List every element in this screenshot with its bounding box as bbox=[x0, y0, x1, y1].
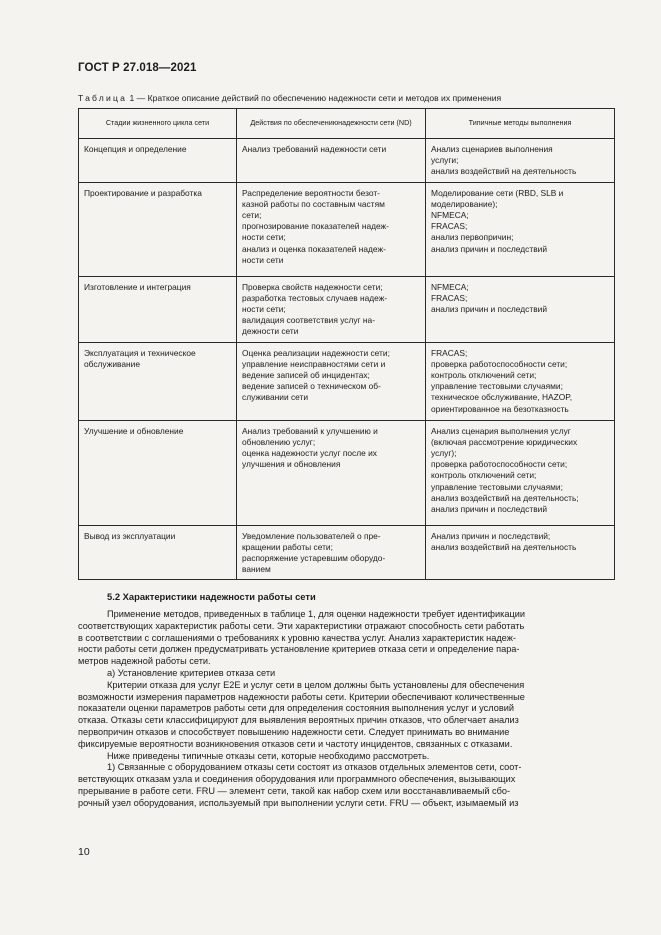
body-text-line: фиксируемые вероятности возникновения отказов сети и частоту инцидентов, связанных с отказами. bbox=[78, 738, 513, 749]
section-heading: 5.2 Характеристики надежности работы сети bbox=[107, 591, 316, 602]
table-caption-word: Таблица bbox=[78, 93, 128, 103]
cell-line: анализ и оценка показателей надеж- bbox=[242, 243, 386, 254]
table-cell-stage bbox=[79, 139, 237, 183]
cell-line: контроль отключений сети; bbox=[431, 470, 537, 481]
cell-line: услуг); bbox=[431, 448, 457, 459]
table-row bbox=[79, 342, 615, 420]
table-cell-stage bbox=[79, 342, 237, 420]
cell-line: ности сети; bbox=[242, 232, 286, 243]
cell-line: Проектирование и разработка bbox=[84, 187, 202, 198]
table-cell-actions bbox=[237, 420, 426, 525]
table-cell-stage bbox=[79, 420, 237, 525]
table-cell-stage bbox=[79, 276, 237, 342]
table-caption bbox=[78, 93, 501, 103]
cell-line: NFMECA; bbox=[431, 281, 469, 292]
cell-line: Вывод из эксплуатации bbox=[84, 530, 176, 541]
network-reliability-table bbox=[78, 108, 615, 580]
table-row bbox=[79, 139, 615, 183]
table-cell-methods bbox=[426, 139, 615, 183]
body-text-line: 1) Связанные с оборудованием отказы сети состоят из отказов отдельных элементов сети, соот- bbox=[107, 762, 522, 773]
table-row bbox=[79, 276, 615, 342]
body-text-line: отказа. Отказы сети классифицируют для выявления вероятных причин отказов, что облегчает анализ bbox=[78, 715, 519, 726]
table-cell-actions bbox=[237, 139, 426, 183]
cell-line: Концепция и определение bbox=[84, 144, 187, 154]
table-header-row bbox=[79, 109, 615, 139]
document-standard-header: ГОСТ Р 27.018—2021 bbox=[78, 62, 197, 74]
table-row bbox=[79, 525, 615, 580]
section-body-text bbox=[78, 609, 614, 810]
cell-line: ведение записей о техническом об- bbox=[242, 381, 381, 392]
cell-line: управление тестовыми случаями; bbox=[431, 381, 563, 392]
cell-line: анализ воздействий на деятельность; bbox=[431, 492, 579, 503]
table-cell-actions bbox=[237, 525, 426, 580]
cell-line: проверка работоспособности сети; bbox=[431, 459, 568, 470]
table-cell-methods bbox=[426, 182, 615, 276]
table-cell-methods bbox=[426, 342, 615, 420]
header-cell-line: Стадии жизненного цикла сети bbox=[105, 118, 210, 128]
cell-line: Изготовление и интеграция bbox=[84, 281, 191, 292]
cell-line: анализ первопричин; bbox=[431, 232, 514, 243]
table-header-cell bbox=[426, 109, 615, 139]
body-text-line: в соответствии с соглашениями о требованиях к уровню качества услуг. Анализ характеристик надеж- bbox=[78, 632, 516, 643]
body-text-line: показатели оценки параметров работы сети для определения состояния выполнения услуг и условий bbox=[78, 703, 514, 714]
header-cell-line: Типичные методы выполнения bbox=[468, 118, 572, 128]
cell-line: служивании сети bbox=[242, 392, 309, 403]
cell-line: валидация соответствия услуг на- bbox=[242, 315, 376, 326]
cell-line: Эксплуатация и техническое bbox=[84, 347, 196, 358]
cell-line: управление неисправностями сети и bbox=[242, 358, 386, 369]
cell-line: анализ воздействий на деятельность bbox=[431, 541, 577, 552]
table-cell-stage bbox=[79, 525, 237, 580]
cell-line: Распределение вероятности безот- bbox=[242, 187, 380, 198]
cell-line: (включая рассмотрение юридических bbox=[431, 436, 578, 447]
cell-line: анализ причин и последствий bbox=[431, 243, 547, 254]
table-header-cell bbox=[79, 109, 237, 139]
cell-line: услуги; bbox=[431, 155, 459, 166]
table-body bbox=[79, 139, 615, 580]
body-text-line: Критерии отказа для услуг E2E и услуг сети в целом должны быть установлены для обеспечения bbox=[107, 679, 525, 690]
body-text-line: возможности измерения параметров надежности работы сети. Критерии обеспечивают количественные bbox=[78, 691, 525, 702]
cell-line: FRACAS; bbox=[431, 292, 468, 303]
cell-line: обновлению услуг; bbox=[242, 436, 316, 447]
cell-line: техническое обслуживание, HAZOP, bbox=[431, 392, 573, 403]
body-text-line: Применение методов, приведенных в таблице 1, для оценки надежности требует идентификации bbox=[107, 609, 525, 619]
table-row bbox=[79, 420, 615, 525]
cell-line: обслуживание bbox=[84, 358, 140, 369]
cell-line: FRACAS; bbox=[431, 221, 468, 232]
cell-line: кращении работы сети; bbox=[242, 541, 333, 552]
table-caption-text: 1 — Краткое описание действий по обеспечению надежности сети и методов их применения bbox=[127, 93, 502, 103]
cell-line: ности сети bbox=[242, 254, 284, 265]
cell-line: оценка надежности услуг после их bbox=[242, 448, 377, 459]
cell-line: моделирование); bbox=[431, 198, 498, 209]
cell-line: Анализ причин и последствий; bbox=[431, 530, 551, 541]
table-header-cell bbox=[237, 109, 426, 139]
cell-line: FRACAS; bbox=[431, 347, 468, 358]
header-cell-line: надежности сети (ND) bbox=[338, 118, 412, 128]
cell-line: проверка работоспособности сети; bbox=[431, 358, 568, 369]
table-cell-methods bbox=[426, 276, 615, 342]
table-cell-actions bbox=[237, 342, 426, 420]
header-cell-line: Действия по обеспечению bbox=[250, 118, 339, 128]
body-text-line: Ниже приведены типичные отказы сети, которые необходимо рассмотреть. bbox=[107, 750, 430, 761]
cell-line: Проверка свойств надежности сети; bbox=[242, 281, 383, 292]
cell-line: Анализ сценария выполнения услуг bbox=[431, 425, 571, 436]
body-text-line: прерывание в работе сети. FRU — элемент сети, такой как набор схем или восстанавливаемый сбо- bbox=[78, 785, 511, 796]
cell-line: анализ воздействий на деятельность bbox=[431, 166, 577, 177]
cell-line: ванием bbox=[242, 564, 271, 575]
page-number: 10 bbox=[78, 846, 90, 858]
cell-line: Анализ требований надежности сети bbox=[242, 144, 387, 154]
cell-line: Оценка реализации надежности сети; bbox=[242, 347, 390, 358]
cell-line: Моделирование сети (RBD, SLB и bbox=[431, 187, 564, 198]
cell-line: прогнозирование показателей надеж- bbox=[242, 221, 389, 232]
table-cell-methods bbox=[426, 420, 615, 525]
cell-line: распоряжение устаревшим оборудо- bbox=[242, 553, 386, 564]
cell-line: Анализ сценариев выполнения bbox=[431, 144, 553, 154]
body-text-line: ности работы сети должен предусматривать установление критериев отказа сети и определение пара- bbox=[78, 644, 520, 655]
body-text-line: ветствующих отказам узла и соединения оборудования или программного обеспечения, вызывающих bbox=[78, 774, 516, 785]
body-text-line: первопричин отказов и способствует повышению надежности сети. Следует принимать во внимание bbox=[78, 726, 510, 737]
cell-line: Уведомление пользователей о пре- bbox=[242, 530, 381, 541]
cell-line: NFMECA; bbox=[431, 210, 469, 221]
cell-line: улучшения и обновления bbox=[242, 459, 341, 470]
cell-line: Анализ требований к улучшению и bbox=[242, 425, 378, 436]
cell-line: анализ причин и последствий bbox=[431, 504, 547, 515]
cell-line: управление тестовыми случаями; bbox=[431, 481, 563, 492]
cell-line: ведение записей об инцидентах; bbox=[242, 370, 370, 381]
cell-line: ности сети; bbox=[242, 304, 286, 315]
cell-line: сети; bbox=[242, 210, 262, 221]
table-cell-methods bbox=[426, 525, 615, 580]
table-cell-actions bbox=[237, 276, 426, 342]
cell-line: казной работы по составным частям bbox=[242, 198, 385, 209]
cell-line: контроль отключений сети; bbox=[431, 370, 537, 381]
table-cell-stage bbox=[79, 182, 237, 276]
cell-line: Улучшение и обновление bbox=[84, 425, 184, 436]
body-text-line: рочный узел оборудования, используемый при выполнении услуги сети. FRU — объект, изымаемый из bbox=[78, 797, 519, 808]
cell-line: разработка тестовых случаев надеж- bbox=[242, 292, 388, 303]
body-text-line: метров надежной работы сети. bbox=[78, 656, 211, 667]
table-row bbox=[79, 182, 615, 276]
cell-line: дежности сети bbox=[242, 326, 299, 337]
body-text-line: а) Установление критериев отказа сети bbox=[107, 667, 276, 678]
body-text-line: соответствующих характеристик работы сети. Эти характеристики отражают способность сети работать bbox=[78, 620, 525, 631]
table-cell-actions bbox=[237, 182, 426, 276]
cell-line: анализ причин и последствий bbox=[431, 304, 547, 315]
cell-line: ориентированное на безотказность bbox=[431, 403, 569, 414]
